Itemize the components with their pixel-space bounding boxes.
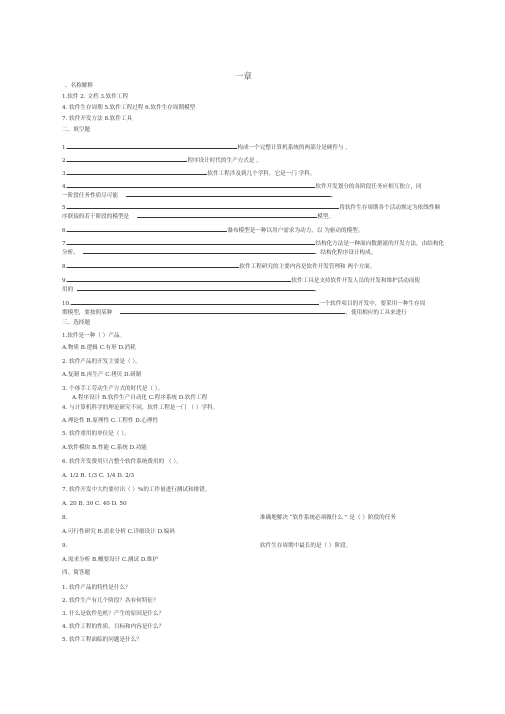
fill-question-10-cont: [62, 308, 407, 317]
question-text: 一阶段任务性质尽可能: [62, 193, 118, 199]
question-text: 软件工程涉及到几个学科，它是一门 学科。: [207, 171, 316, 177]
question-number: 5.: [62, 205, 68, 211]
question-text: 程序设计时代的生产方式是 。: [187, 158, 262, 164]
choice-options-5: A.软件模块 B.性能 C.系统 D.功能: [62, 445, 147, 451]
choice-question-1: 1.软件是一种（ ）产品。: [62, 333, 126, 339]
answer-blank: [137, 212, 317, 218]
question-number: 6.: [62, 228, 68, 234]
fill-question-1: [62, 143, 351, 152]
question-number: 2.: [62, 158, 68, 164]
fill-question-8: [62, 262, 375, 271]
question-text: 分析、: [62, 250, 79, 256]
question-text: 软件开发划分的各阶段任务应相互独立，同: [315, 184, 422, 190]
choice-question-5: 5. 软件重用的单位是（ ）。: [62, 431, 130, 437]
terms-line-1: 1.软件 2. 文档 3.软件工程: [62, 94, 129, 100]
answer-blank: [77, 285, 315, 291]
fill-question-5: [62, 203, 440, 212]
answer-blank: [126, 191, 331, 197]
fill-question-9-cont: [62, 285, 321, 294]
question-text: 瀑布模型是一种以用户需求为动力，以 为驱动的模型。: [227, 228, 364, 234]
choice-question-8-number: 8.: [62, 515, 68, 521]
answer-blank: [67, 156, 187, 162]
question-text: 。: [330, 193, 337, 199]
question-text: 期模型，要按照某种: [62, 310, 113, 316]
question-text: 模型。: [317, 214, 334, 220]
fill-question-6: [62, 226, 363, 235]
answer-blank: [67, 276, 291, 282]
answer-blank: [67, 203, 339, 209]
question-number: 10.: [62, 301, 71, 307]
choice-question-3: 3. 个体手工劳动生产方式的时代是（ ）。: [62, 386, 164, 392]
question-number: 9.: [62, 278, 68, 284]
answer-blank: [67, 169, 207, 175]
question-number: 1.: [62, 145, 68, 151]
question-text: ，使用相应的工具来进行: [345, 310, 407, 316]
choice-question-4: 4. 与计算机科学的理论研究不同，软件工程是一门 （ ）学科。: [62, 405, 219, 411]
answer-blank: [71, 299, 319, 305]
fill-question-5-cont: [62, 212, 334, 221]
section-3-heading: 三、选择题: [62, 320, 90, 326]
question-text: 序联接的若干阶段的模型是: [62, 214, 130, 220]
terms-line-3: 7. 软件开发方法 8.软件工具: [62, 116, 133, 122]
choice-question-7: 7. 软件开发中大约要付出（ ）%的工作量进行测试和排错。: [62, 487, 211, 493]
question-text: 软件工程研究的主要内容是软件开发管理和 两个方面。: [239, 264, 376, 270]
question-number: 4.: [62, 184, 68, 190]
short-question-2: 2. 软件生产有几个阶段？各有何特征？: [62, 598, 159, 604]
question-number: 3.: [62, 171, 68, 177]
short-question-1: 1. 软件产品的特性是什么？: [62, 585, 131, 591]
answer-blank: [67, 143, 237, 149]
choice-options-9: A.需求分析 B.概要设计 C.测试 D.维护: [62, 557, 159, 563]
choice-question-8: 准确地解决 “软件系统必须做什么 ” 是（ ）阶段的任务: [260, 515, 396, 521]
choice-question-6: 6. 软件开发费用只占整个软件系统费用的 （ ）。: [62, 459, 182, 465]
question-text: 一个软件项目的开发中，要采用一种生存周: [318, 301, 426, 307]
question-text: 软件工具是支持软件开发人员的开发和维护活动而使: [291, 278, 421, 284]
question-text: 构成一个完整计算机系统的两部分是硬件与 。: [237, 145, 351, 151]
question-text: 结构化方法是一种面向数据流的开发方法，由结构化: [315, 241, 445, 247]
terms-line-2: 4. 软件生存周期 5.软件工程过程 6.软件生存周期模型: [62, 105, 196, 111]
choice-options-4: A.理论性 B.原理性 C.工程性 D.心理性: [62, 418, 159, 424]
section-4-heading: 四、简答题: [62, 570, 90, 576]
question-number: 7.: [62, 241, 68, 247]
question-text: 将软件生存周期各个活动规定为依线性顺: [339, 205, 441, 211]
chapter-title: 一章: [235, 72, 253, 82]
choice-options-7: A. 20 B. 30 C. 40 D. 50: [62, 501, 127, 507]
fill-question-7: [62, 239, 444, 248]
section-1-heading: 、名称解释: [65, 83, 93, 89]
answer-blank: [67, 182, 315, 188]
short-question-4: 4. 软件工程的性质、目标和内容是什么？: [62, 624, 165, 630]
question-text: 用的: [62, 287, 74, 293]
short-question-5: 5. 软件工程面临的问题是什么？: [62, 637, 142, 643]
answer-blank: [67, 239, 315, 245]
choice-options-6: A. 1/2 B. 1/3 C. 1/4 D. 2/3: [62, 473, 135, 479]
fill-question-2: [62, 156, 262, 165]
choice-options-8: A.可行性研究 B.需求分析 C.详细设计 D.编码: [62, 529, 175, 535]
answer-blank: [67, 226, 227, 232]
choice-question-2: 2. 软件产品的开发主要是（ ）。: [62, 359, 141, 365]
section-2-heading: 二、填空题: [62, 127, 90, 133]
short-question-3: 3. 什么是软件危机？产生的原因是什么？: [62, 611, 165, 617]
choice-question-9-number: 9.: [62, 543, 68, 549]
fill-question-9: [62, 276, 420, 285]
fill-question-4-cont: [62, 191, 337, 200]
question-number: 8.: [62, 264, 68, 270]
choice-options-1: A.物质 B.逻辑 C.有形 D.消耗: [62, 345, 136, 351]
question-text: 、结构化程序设计构成。: [314, 250, 377, 256]
answer-blank: [67, 262, 239, 268]
question-text: 。: [315, 287, 321, 293]
answer-blank: [120, 308, 345, 314]
fill-question-4: [62, 182, 422, 191]
fill-question-3: [62, 169, 315, 178]
choice-question-9: 软件生存周期中最长的是（ ）阶段。: [260, 543, 352, 549]
fill-question-10: [62, 299, 425, 308]
choice-options-3: A.程序设计 B.软件生产自动化 C.程序系统 D.软件工程: [72, 395, 208, 401]
fill-question-7-cont: [62, 248, 376, 257]
choice-options-2: A.复制 B.再生产 C.拷贝 D.研制: [62, 372, 142, 378]
answer-blank: [83, 248, 315, 254]
